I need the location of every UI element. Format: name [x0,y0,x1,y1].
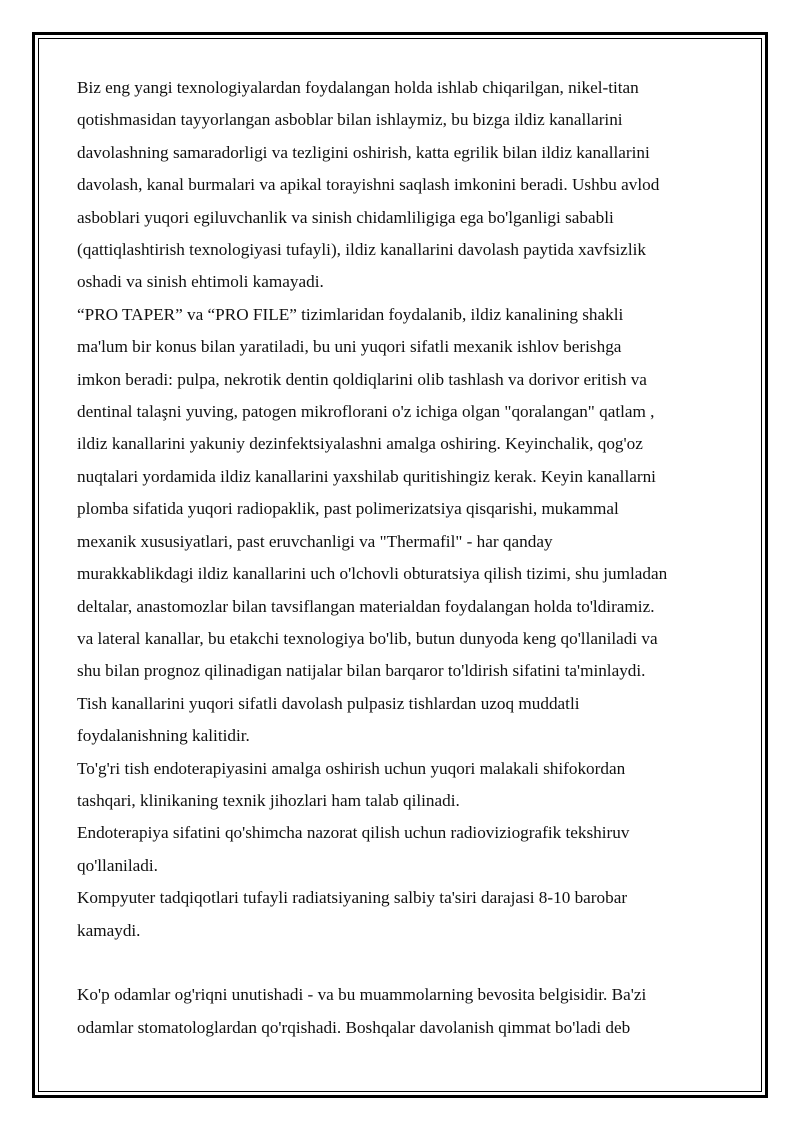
text-line: ildiz kanallarini yakuniy dezinfektsiyalashni amalga oshiring. Keyinchalik, qog'oz [77,434,643,454]
paragraph-radiovisiography [77,817,727,882]
paragraph-nickel-titanium-instruments [77,72,727,299]
text-line: foydalanishning kalitidir. [77,726,250,746]
text-line: (qattiqlashtirish texnologiyasi tufayli), ildiz kanallarini davolash paytida xavfsizlik [77,240,646,260]
paragraph-pain-and-fear [77,979,727,1044]
text-line: Biz eng yangi texnologiyalardan foydalangan holda ishlab chiqarilgan, nikel-titan [77,78,639,97]
text-line: asboblari yuqori egiluvchanlik va sinish chidamliligiga ega bo'lganligi sababli [77,207,614,227]
text-line: va lateral kanallar, bu etakchi texnologiya bo'lib, butun dunyoda keng qo'llaniladi va [77,628,658,648]
text-line: shu bilan prognoz qilinadigan natijalar bilan barqaror to'ldirish sifatini ta'minlaydi. [77,661,646,681]
text-line: To'g'ri tish endoterapiyasini amalga oshirish uchun yuqori malakali shifokordan [77,758,626,778]
text-line: davolashning samaradorligi va tezligini oshirish, katta egrilik bilan ildiz kanallarini [77,142,650,162]
text-line: murakkablikdagi ildiz kanallarini uch o'lchovli obturatsiya qilish tizimi, shu jumladan [77,564,668,584]
text-line: Ko'p odamlar og'riqni unutishadi - va bu muammolarning bevosita belgisidir. Ba'zi [77,985,647,1005]
paragraph-computer-research [77,882,727,947]
text-line: odamlar stomatologlardan qo'rqishadi. Boshqalar davolanish qimmat bo'ladi deb [77,1017,631,1037]
text-line: nuqtalari yordamida ildiz kanallarini yaxshilab quritishingiz kerak. Keyin kanallarni [77,466,656,486]
text-line: dentinal talaşni yuving, patogen mikroflorani o'z ichiga olgan "qoralangan" qatlam , [77,402,655,422]
text-line: qo'llaniladi. [77,855,158,875]
text-line: mexanik xususiyatlari, past eruvchanligi va "Thermafil" - har qanday [77,531,553,551]
text-line: “PRO TAPER” va “PRO FILE” tizimlaridan foydalanib, ildiz kanalining shakli [77,304,624,324]
text-line: ma'lum bir konus bilan yaratiladi, bu uni yuqori sifatli mexanik ishlov berishga [77,337,622,357]
text-line: Tish kanallarini yuqori sifatli davolash pulpasiz tishlardan uzoq muddatli [77,693,580,713]
text-line: plomba sifatida yuqori radiopaklik, past polimerizatsiya qisqarishi, mukammal [77,499,619,519]
text-line: kamaydi. [77,920,141,940]
text-line: davolash, kanal burmalari va apikal torayishni saqlash imkonini beradi. Ushbu avlod [77,175,660,195]
document-body [77,72,727,1044]
text-line: Endoterapiya sifatini qo'shimcha nazorat qilish uchun radioviziografik tekshiruv [77,823,630,843]
text-line: Kompyuter tadqiqotlari tufayli radiatsiyaning salbiy ta'siri darajasi 8-10 barobar [77,888,628,908]
text-line: qotishmasidan tayyorlangan asboblar bilan ishlaymiz, bu bizga ildiz kanallarini [77,110,623,130]
paragraph-pro-taper-systems [77,299,727,753]
text-line: tashqari, klinikaning texnik jihozlari ham talab qilinadi. [77,790,460,810]
text-line: deltalar, anastomozlar bilan tavsiflangan materialdan foydalangan holda to'ldiramiz. [77,596,655,616]
text-line: imkon beradi: pulpa, nekrotik dentin qoldiqlarini olib tashlash va dorivor eritish va [77,369,647,389]
paragraph-endotherapy-requirements [77,753,727,818]
paragraph-spacer [77,947,727,979]
text-line: oshadi va sinish ehtimoli kamayadi. [77,272,324,292]
